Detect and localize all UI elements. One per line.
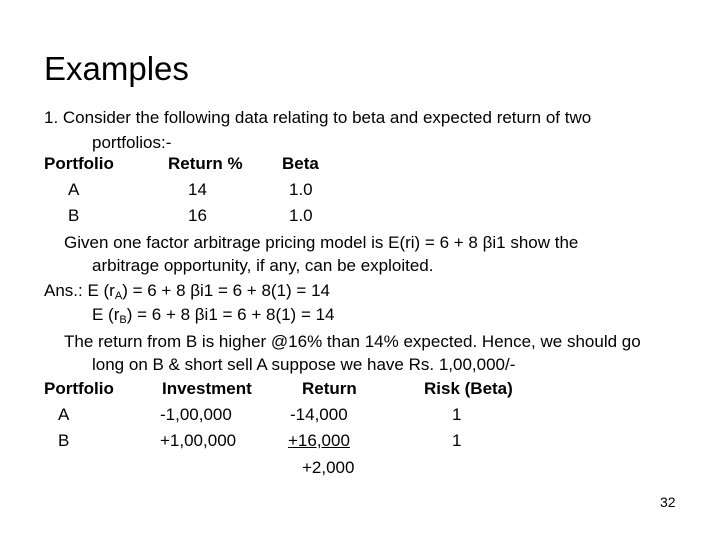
table1-cell: 16 bbox=[188, 206, 207, 225]
answer-a-subscript: A bbox=[114, 290, 123, 302]
table2-header-risk: Risk (Beta) bbox=[424, 379, 513, 398]
conclusion-line-1: The return from B is higher @16% than 14% expected. Hence, we should go bbox=[64, 332, 641, 351]
table1-cell: 1.0 bbox=[289, 206, 313, 225]
table2-cell-underlined: +16,000 bbox=[288, 431, 350, 450]
table1-cell: 1.0 bbox=[289, 180, 313, 199]
answer-b-suffix: ) = 6 + 8 βi1 = 6 + 8(1) = 14 bbox=[126, 305, 335, 324]
question-line-2: portfolios:- bbox=[92, 133, 172, 152]
table2-cell: +1,00,000 bbox=[160, 431, 237, 450]
table2-cell: -14,000 bbox=[290, 405, 348, 424]
table1-header-beta: Beta bbox=[282, 154, 319, 173]
table2-cell: 1 bbox=[452, 405, 462, 424]
conclusion-line-2: long on B & short sell A suppose we have Rs. 1,00,000/- bbox=[92, 355, 516, 374]
table2-header-investment: Investment bbox=[162, 379, 252, 398]
table2-cell: B bbox=[58, 431, 70, 450]
answer-b-subscript: B bbox=[119, 314, 127, 326]
table2-cell: 1 bbox=[452, 431, 462, 450]
question-line-1: 1. Consider the following data relating to beta and expected return of two bbox=[44, 108, 592, 127]
slide-title: Examples bbox=[44, 50, 189, 87]
table2-header-portfolio: Portfolio bbox=[44, 379, 114, 398]
table2-cell: A bbox=[58, 405, 70, 424]
table1-cell: 14 bbox=[188, 180, 207, 199]
answer-line-b bbox=[92, 305, 335, 325]
answer-a-prefix: Ans.: E (r bbox=[44, 281, 115, 300]
table1-header-return: Return % bbox=[168, 154, 243, 173]
page-number: 32 bbox=[660, 494, 676, 510]
model-line-2: arbitrage opportunity, if any, can be exploited. bbox=[92, 256, 434, 275]
table1-cell: B bbox=[68, 206, 80, 225]
table2-cell: -1,00,000 bbox=[160, 405, 232, 424]
table2-total-return: +2,000 bbox=[302, 458, 355, 477]
table2-header-return: Return bbox=[302, 379, 357, 398]
table1-header-portfolio: Portfolio bbox=[44, 154, 114, 173]
table1-cell: A bbox=[68, 180, 80, 199]
answer-line-a bbox=[44, 281, 330, 301]
model-line-1: Given one factor arbitrage pricing model is E(ri) = 6 + 8 βi1 show the bbox=[64, 233, 579, 252]
answer-b-prefix: E (r bbox=[92, 305, 120, 324]
answer-a-suffix: ) = 6 + 8 βi1 = 6 + 8(1) = 14 bbox=[122, 281, 330, 300]
